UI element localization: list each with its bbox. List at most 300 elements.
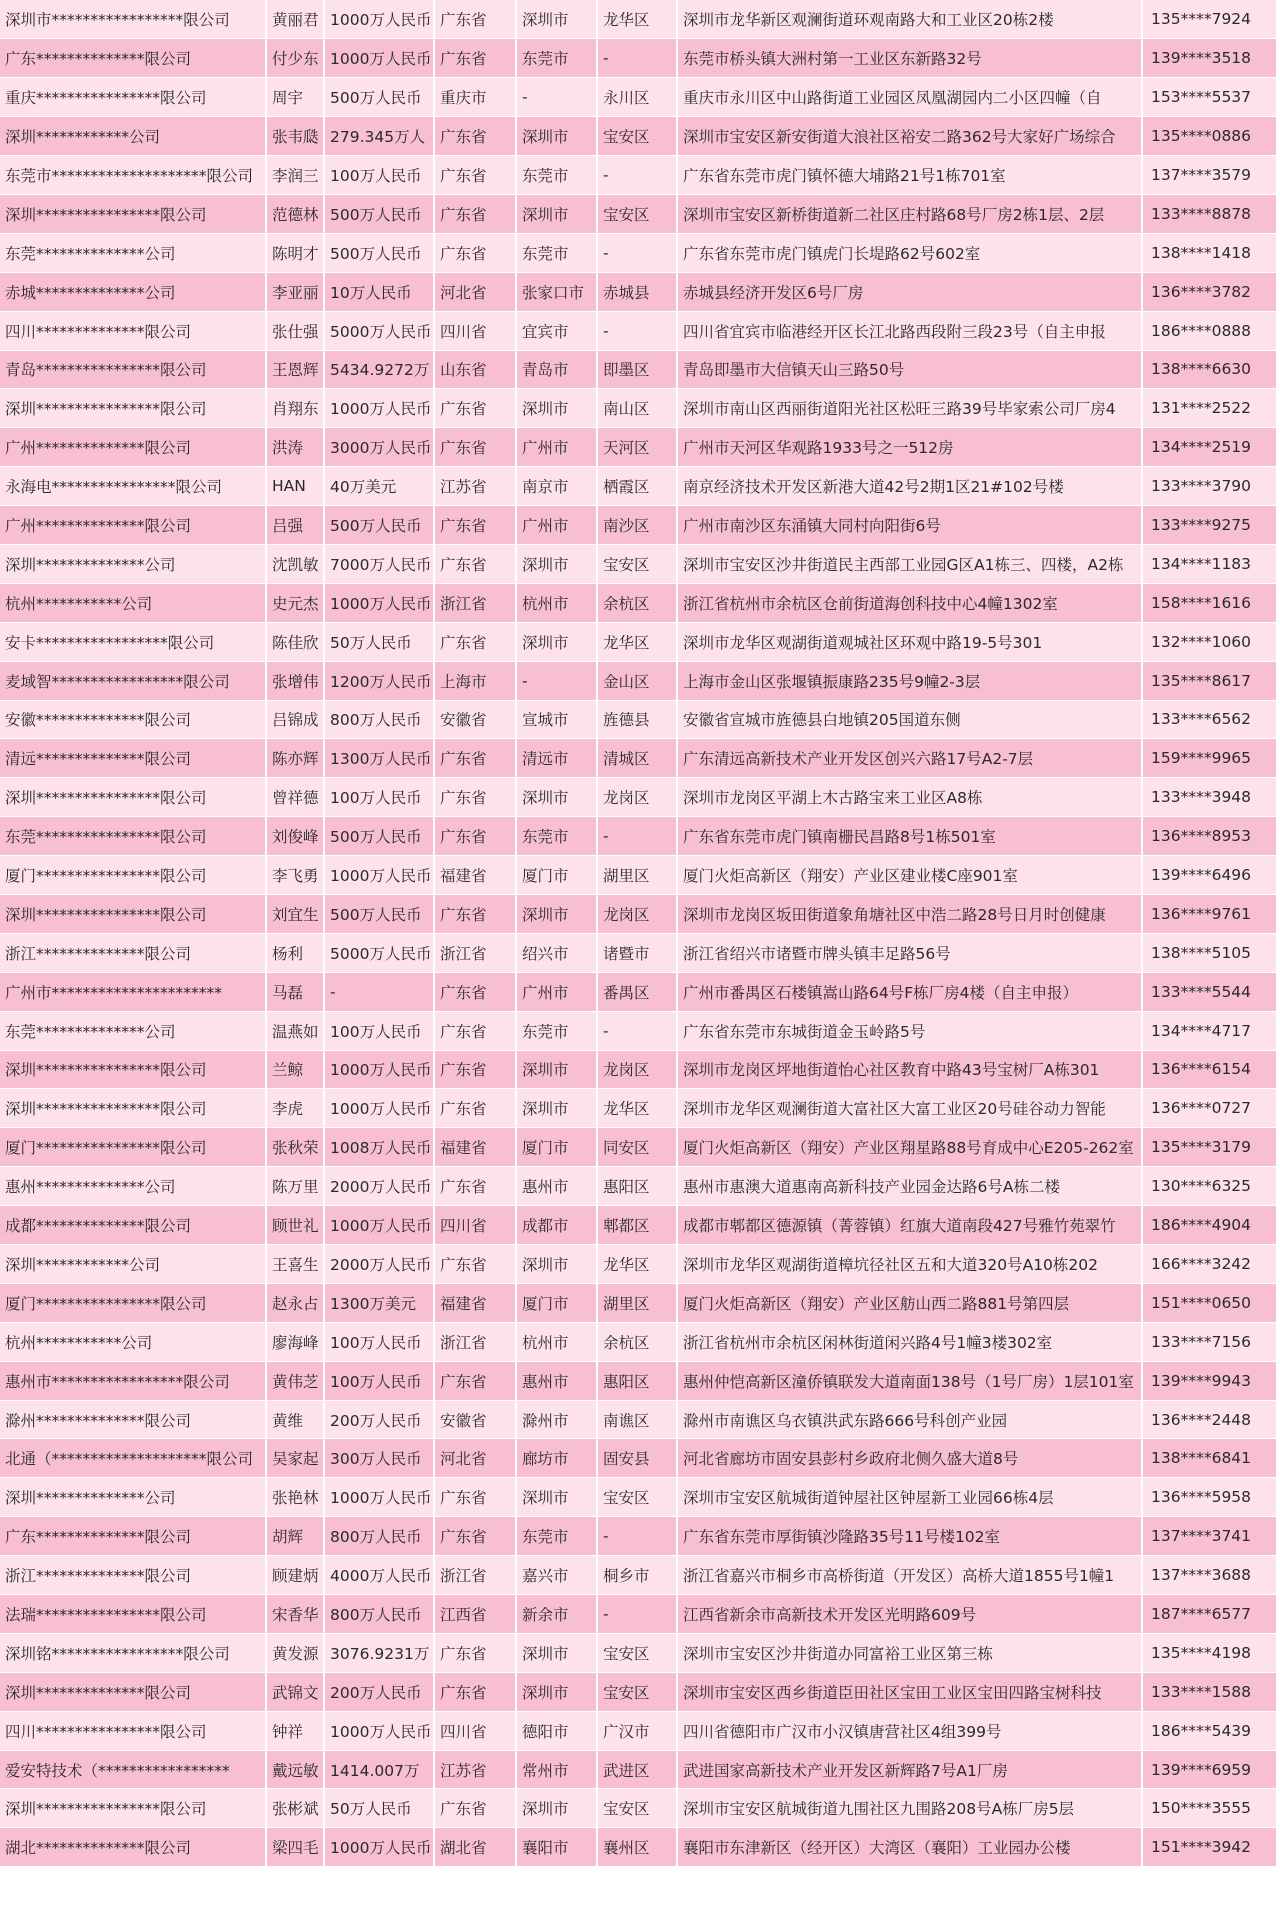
district-cell: 同安区 [597, 1128, 677, 1167]
company-name-cell: 厦门****************限公司 [0, 856, 266, 895]
city-cell: - [516, 661, 597, 700]
company-name-cell: 法瑞****************限公司 [0, 1595, 266, 1634]
table-row [0, 194, 1276, 233]
city-cell: 厦门市 [516, 1283, 597, 1322]
legal-rep-cell: 黄维 [266, 1400, 324, 1439]
city-cell: 成都市 [516, 1206, 597, 1245]
company-name-cell: 浙江**************限公司 [0, 933, 266, 972]
registered-capital-cell: 50万人民币 [324, 1789, 434, 1828]
address-cell: 东莞市桥头镇大洲村第一工业区东新路32号 [677, 39, 1142, 78]
table-row [0, 1595, 1276, 1634]
phone-cell: 133****9275 [1142, 506, 1276, 545]
district-cell: 龙岗区 [597, 1050, 677, 1089]
city-cell: 深圳市 [516, 117, 597, 156]
table-row [0, 894, 1276, 933]
district-cell: - [597, 39, 677, 78]
address-cell: 深圳市宝安区航城街道九围社区九围路208号A栋厂房5层 [677, 1789, 1142, 1828]
table-row [0, 1828, 1276, 1867]
district-cell: 金山区 [597, 661, 677, 700]
registered-capital-cell: 1008万人民币 [324, 1128, 434, 1167]
phone-cell: 151****0650 [1142, 1283, 1276, 1322]
city-cell: 襄阳市 [516, 1828, 597, 1867]
district-cell: 广汉市 [597, 1711, 677, 1750]
table-row [0, 1128, 1276, 1167]
phone-cell: 135****3179 [1142, 1128, 1276, 1167]
registered-capital-cell: - [324, 972, 434, 1011]
city-cell: 深圳市 [516, 1050, 597, 1089]
legal-rep-cell: 戴远敏 [266, 1750, 324, 1789]
province-cell: 福建省 [434, 1128, 516, 1167]
phone-cell: 137****3688 [1142, 1556, 1276, 1595]
table-row [0, 622, 1276, 661]
phone-cell: 136****0727 [1142, 1089, 1276, 1128]
company-name-cell: 杭州***********公司 [0, 583, 266, 622]
province-cell: 江西省 [434, 1595, 516, 1634]
city-cell: 深圳市 [516, 0, 597, 39]
address-cell: 深圳市宝安区西乡街道臣田社区宝田工业区宝田四路宝树科技 [677, 1672, 1142, 1711]
district-cell: 桐乡市 [597, 1556, 677, 1595]
company-name-cell: 安卡*****************限公司 [0, 622, 266, 661]
city-cell: 惠州市 [516, 1361, 597, 1400]
table-row [0, 117, 1276, 156]
city-cell: 绍兴市 [516, 933, 597, 972]
company-name-cell: 深圳**************公司 [0, 544, 266, 583]
registered-capital-cell: 1000万人民币 [324, 1711, 434, 1750]
address-cell: 江西省新余市高新技术开发区光明路609号 [677, 1595, 1142, 1634]
address-cell: 深圳市龙岗区坪地街道怡心社区教育中路43号宝树厂A栋301 [677, 1050, 1142, 1089]
city-cell: 深圳市 [516, 1478, 597, 1517]
address-cell: 成都市郫都区德源镇（菁蓉镇）红旗大道南段427号雅竹苑翠竹 [677, 1206, 1142, 1245]
legal-rep-cell: 宋香华 [266, 1595, 324, 1634]
table-row [0, 428, 1276, 467]
province-cell: 广东省 [434, 544, 516, 583]
district-cell: 龙岗区 [597, 894, 677, 933]
district-cell: - [597, 1517, 677, 1556]
address-cell: 深圳市宝安区航城街道钟屋社区钟屋新工业园66栋4层 [677, 1478, 1142, 1517]
province-cell: 广东省 [434, 1633, 516, 1672]
phone-cell: 186****0888 [1142, 311, 1276, 350]
address-cell: 广东省东莞市虎门镇南栅民昌路8号1栋501室 [677, 817, 1142, 856]
province-cell: 福建省 [434, 856, 516, 895]
phone-cell: 139****9943 [1142, 1361, 1276, 1400]
address-cell: 四川省宜宾市临港经开区长江北路西段附三段23号（自主申报 [677, 311, 1142, 350]
address-cell: 广东省东莞市虎门镇怀德大埔路21号1栋701室 [677, 156, 1142, 195]
company-name-cell: 成都**************限公司 [0, 1206, 266, 1245]
company-name-cell: 深圳****************限公司 [0, 1789, 266, 1828]
company-name-cell: 四川**************限公司 [0, 311, 266, 350]
phone-cell: 137****3579 [1142, 156, 1276, 195]
legal-rep-cell: 武锦文 [266, 1672, 324, 1711]
address-cell: 赤城县经济开发区6号厂房 [677, 272, 1142, 311]
address-cell: 广东省东莞市厚街镇沙隆路35号11号楼102室 [677, 1517, 1142, 1556]
province-cell: 河北省 [434, 1439, 516, 1478]
phone-cell: 186****5439 [1142, 1711, 1276, 1750]
legal-rep-cell: 张彬斌 [266, 1789, 324, 1828]
city-cell: 深圳市 [516, 1245, 597, 1284]
company-name-cell: 北通（********************限公司 [0, 1439, 266, 1478]
city-cell: 东莞市 [516, 233, 597, 272]
company-name-cell: 东莞**************公司 [0, 233, 266, 272]
province-cell: 四川省 [434, 311, 516, 350]
legal-rep-cell: HAN [266, 467, 324, 506]
table-row [0, 1322, 1276, 1361]
registered-capital-cell: 1414.007万 [324, 1750, 434, 1789]
registered-capital-cell: 1000万人民币 [324, 1206, 434, 1245]
address-cell: 浙江省绍兴市诸暨市牌头镇丰足路56号 [677, 933, 1142, 972]
district-cell: - [597, 156, 677, 195]
district-cell: 南山区 [597, 389, 677, 428]
company-name-cell: 重庆****************限公司 [0, 78, 266, 117]
company-name-cell: 深圳************公司 [0, 1245, 266, 1284]
registered-capital-cell: 500万人民币 [324, 233, 434, 272]
city-cell: 东莞市 [516, 1517, 597, 1556]
district-cell: 龙岗区 [597, 778, 677, 817]
legal-rep-cell: 吕强 [266, 506, 324, 545]
province-cell: 广东省 [434, 1672, 516, 1711]
district-cell: - [597, 233, 677, 272]
registered-capital-cell: 100万人民币 [324, 1011, 434, 1050]
phone-cell: 136****5958 [1142, 1478, 1276, 1517]
city-cell: 厦门市 [516, 856, 597, 895]
city-cell: 厦门市 [516, 1128, 597, 1167]
table-row [0, 233, 1276, 272]
registered-capital-cell: 279.345万人 [324, 117, 434, 156]
legal-rep-cell: 杨利 [266, 933, 324, 972]
city-cell: 广州市 [516, 972, 597, 1011]
table-row [0, 1400, 1276, 1439]
city-cell: 广州市 [516, 428, 597, 467]
registered-capital-cell: 3000万人民币 [324, 428, 434, 467]
address-cell: 深圳市宝安区新桥街道新二社区庄村路68号厂房2栋1层、2层 [677, 194, 1142, 233]
province-cell: 浙江省 [434, 1556, 516, 1595]
province-cell: 浙江省 [434, 933, 516, 972]
company-name-cell: 惠州**************公司 [0, 1167, 266, 1206]
province-cell: 广东省 [434, 1789, 516, 1828]
district-cell: 永川区 [597, 78, 677, 117]
phone-cell: 133****5544 [1142, 972, 1276, 1011]
phone-cell: 138****6630 [1142, 350, 1276, 389]
province-cell: 广东省 [434, 1245, 516, 1284]
table-row [0, 350, 1276, 389]
registered-capital-cell: 100万人民币 [324, 1361, 434, 1400]
district-cell: 郫都区 [597, 1206, 677, 1245]
address-cell: 深圳市宝安区新安街道大浪社区裕安二路362号大家好广场综合 [677, 117, 1142, 156]
legal-rep-cell: 陈明才 [266, 233, 324, 272]
city-cell: - [516, 78, 597, 117]
phone-cell: 138****6841 [1142, 1439, 1276, 1478]
table-row [0, 506, 1276, 545]
company-name-cell: 永海电****************限公司 [0, 467, 266, 506]
company-name-cell: 深圳**************限公司 [0, 1672, 266, 1711]
registered-capital-cell: 5000万人民币 [324, 311, 434, 350]
legal-rep-cell: 沈凯敏 [266, 544, 324, 583]
table-row [0, 1556, 1276, 1595]
district-cell: 宝安区 [597, 117, 677, 156]
registered-capital-cell: 2000万人民币 [324, 1245, 434, 1284]
phone-cell: 150****3555 [1142, 1789, 1276, 1828]
company-name-cell: 浙江**************限公司 [0, 1556, 266, 1595]
legal-rep-cell: 张秋荣 [266, 1128, 324, 1167]
registered-capital-cell: 1000万人民币 [324, 1050, 434, 1089]
company-name-cell: 广州**************限公司 [0, 428, 266, 467]
table-row [0, 739, 1276, 778]
company-name-cell: 深圳****************限公司 [0, 389, 266, 428]
phone-cell: 133****1588 [1142, 1672, 1276, 1711]
address-cell: 广州市天河区华观路1933号之一512房 [677, 428, 1142, 467]
registered-capital-cell: 1000万人民币 [324, 1478, 434, 1517]
legal-rep-cell: 王恩辉 [266, 350, 324, 389]
table-row [0, 661, 1276, 700]
table-row [0, 389, 1276, 428]
province-cell: 浙江省 [434, 1322, 516, 1361]
district-cell: 诸暨市 [597, 933, 677, 972]
address-cell: 河北省廊坊市固安县彭村乡政府北侧久盛大道8号 [677, 1439, 1142, 1478]
company-name-cell: 深圳****************限公司 [0, 778, 266, 817]
address-cell: 上海市金山区张堰镇振康路235号9幢2-3层 [677, 661, 1142, 700]
registered-capital-cell: 50万人民币 [324, 622, 434, 661]
phone-cell: 135****0886 [1142, 117, 1276, 156]
address-cell: 广东省东莞市虎门镇虎门长堤路62号602室 [677, 233, 1142, 272]
district-cell: 惠阳区 [597, 1361, 677, 1400]
address-cell: 厦门火炬高新区（翔安）产业区建业楼C座901室 [677, 856, 1142, 895]
district-cell: 湖里区 [597, 1283, 677, 1322]
city-cell: 深圳市 [516, 894, 597, 933]
address-cell: 武进国家高新技术产业开发区新辉路7号A1厂房 [677, 1750, 1142, 1789]
registered-capital-cell: 800万人民币 [324, 1595, 434, 1634]
registered-capital-cell: 7000万人民币 [324, 544, 434, 583]
city-cell: 深圳市 [516, 194, 597, 233]
district-cell: 天河区 [597, 428, 677, 467]
city-cell: 张家口市 [516, 272, 597, 311]
company-name-cell: 厦门****************限公司 [0, 1283, 266, 1322]
phone-cell: 133****3790 [1142, 467, 1276, 506]
address-cell: 广东省东莞市东城街道金玉岭路5号 [677, 1011, 1142, 1050]
legal-rep-cell: 梁四毛 [266, 1828, 324, 1867]
district-cell: 即墨区 [597, 350, 677, 389]
table-row [0, 311, 1276, 350]
province-cell: 广东省 [434, 506, 516, 545]
registered-capital-cell: 1000万人民币 [324, 39, 434, 78]
phone-cell: 138****5105 [1142, 933, 1276, 972]
province-cell: 广东省 [434, 739, 516, 778]
table-row [0, 1011, 1276, 1050]
city-cell: 深圳市 [516, 544, 597, 583]
city-cell: 惠州市 [516, 1167, 597, 1206]
registered-capital-cell: 200万人民币 [324, 1672, 434, 1711]
province-cell: 广东省 [434, 972, 516, 1011]
phone-cell: 151****3942 [1142, 1828, 1276, 1867]
legal-rep-cell: 洪涛 [266, 428, 324, 467]
province-cell: 湖北省 [434, 1828, 516, 1867]
table-row [0, 778, 1276, 817]
city-cell: 深圳市 [516, 1633, 597, 1672]
legal-rep-cell: 王喜生 [266, 1245, 324, 1284]
phone-cell: 136****6154 [1142, 1050, 1276, 1089]
province-cell: 广东省 [434, 1361, 516, 1400]
company-name-cell: 麦域智*****************限公司 [0, 661, 266, 700]
province-cell: 广东省 [434, 817, 516, 856]
table-row [0, 78, 1276, 117]
district-cell: - [597, 311, 677, 350]
phone-cell: 186****4904 [1142, 1206, 1276, 1245]
city-cell: 南京市 [516, 467, 597, 506]
province-cell: 江苏省 [434, 1750, 516, 1789]
registered-capital-cell: 800万人民币 [324, 1517, 434, 1556]
address-cell: 广州市南沙区东涌镇大同村向阳街6号 [677, 506, 1142, 545]
company-name-cell: 广东**************限公司 [0, 1517, 266, 1556]
phone-cell: 133****3948 [1142, 778, 1276, 817]
company-name-cell: 深圳铭*****************限公司 [0, 1633, 266, 1672]
table-row [0, 1050, 1276, 1089]
registered-capital-cell: 4000万人民币 [324, 1556, 434, 1595]
table-row [0, 1789, 1276, 1828]
city-cell: 常州市 [516, 1750, 597, 1789]
phone-cell: 136****3782 [1142, 272, 1276, 311]
table-row [0, 1711, 1276, 1750]
registered-capital-cell: 2000万人民币 [324, 1167, 434, 1206]
legal-rep-cell: 黄伟芝 [266, 1361, 324, 1400]
table-row [0, 467, 1276, 506]
phone-cell: 139****6959 [1142, 1750, 1276, 1789]
phone-cell: 139****3518 [1142, 39, 1276, 78]
company-name-cell: 东莞**************公司 [0, 1011, 266, 1050]
legal-rep-cell: 钟祥 [266, 1711, 324, 1750]
phone-cell: 130****6325 [1142, 1167, 1276, 1206]
province-cell: 广东省 [434, 39, 516, 78]
legal-rep-cell: 黄发源 [266, 1633, 324, 1672]
address-cell: 深圳市龙岗区平湖上木古路宝来工业区A8栋 [677, 778, 1142, 817]
city-cell: 深圳市 [516, 389, 597, 428]
address-cell: 厦门火炬高新区（翔安）产业区舫山西二路881号第四层 [677, 1283, 1142, 1322]
legal-rep-cell: 胡辉 [266, 1517, 324, 1556]
address-cell: 广州市番禺区石楼镇嵩山路64号F栋厂房4楼（自主申报） [677, 972, 1142, 1011]
registered-capital-cell: 1000万人民币 [324, 1828, 434, 1867]
table-row [0, 972, 1276, 1011]
company-name-cell: 滁州**************限公司 [0, 1400, 266, 1439]
city-cell: 杭州市 [516, 583, 597, 622]
phone-cell: 135****8617 [1142, 661, 1276, 700]
address-cell: 青岛即墨市大信镇天山三路50号 [677, 350, 1142, 389]
registered-capital-cell: 500万人民币 [324, 194, 434, 233]
table-row [0, 583, 1276, 622]
registered-capital-cell: 500万人民币 [324, 894, 434, 933]
registered-capital-cell: 1000万人民币 [324, 389, 434, 428]
table-row [0, 272, 1276, 311]
phone-cell: 136****2448 [1142, 1400, 1276, 1439]
legal-rep-cell: 李润三 [266, 156, 324, 195]
phone-cell: 187****6577 [1142, 1595, 1276, 1634]
district-cell: 宝安区 [597, 544, 677, 583]
company-name-cell: 深圳****************限公司 [0, 1050, 266, 1089]
address-cell: 南京经济技术开发区新港大道42号2期1区21#102号楼 [677, 467, 1142, 506]
district-cell: 宝安区 [597, 1478, 677, 1517]
city-cell: 深圳市 [516, 778, 597, 817]
province-cell: 江苏省 [434, 467, 516, 506]
legal-rep-cell: 李飞勇 [266, 856, 324, 895]
phone-cell: 138****1418 [1142, 233, 1276, 272]
province-cell: 安徽省 [434, 1400, 516, 1439]
province-cell: 浙江省 [434, 583, 516, 622]
district-cell: 赤城县 [597, 272, 677, 311]
district-cell: 清城区 [597, 739, 677, 778]
province-cell: 上海市 [434, 661, 516, 700]
company-name-cell: 安徽**************限公司 [0, 700, 266, 739]
company-name-cell: 清远**************限公司 [0, 739, 266, 778]
address-cell: 滁州市南谯区乌衣镇洪武东路666号科创产业园 [677, 1400, 1142, 1439]
legal-rep-cell: 兰鲸 [266, 1050, 324, 1089]
registered-capital-cell: 500万人民币 [324, 78, 434, 117]
table-row [0, 700, 1276, 739]
province-cell: 广东省 [434, 1478, 516, 1517]
registered-capital-cell: 3076.9231万 [324, 1633, 434, 1672]
registered-capital-cell: 1000万人民币 [324, 1089, 434, 1128]
phone-cell: 133****7156 [1142, 1322, 1276, 1361]
registered-capital-cell: 800万人民币 [324, 700, 434, 739]
province-cell: 广东省 [434, 194, 516, 233]
district-cell: 番禺区 [597, 972, 677, 1011]
table-row [0, 39, 1276, 78]
city-cell: 滁州市 [516, 1400, 597, 1439]
phone-cell: 134****2519 [1142, 428, 1276, 467]
district-cell: - [597, 817, 677, 856]
district-cell: 湖里区 [597, 856, 677, 895]
district-cell: 襄州区 [597, 1828, 677, 1867]
phone-cell: 135****7924 [1142, 0, 1276, 39]
city-cell: 深圳市 [516, 622, 597, 661]
district-cell: 宝安区 [597, 1633, 677, 1672]
legal-rep-cell: 史元杰 [266, 583, 324, 622]
company-name-cell: 广东**************限公司 [0, 39, 266, 78]
legal-rep-cell: 张仕强 [266, 311, 324, 350]
legal-rep-cell: 陈亦辉 [266, 739, 324, 778]
legal-rep-cell: 付少东 [266, 39, 324, 78]
company-name-cell: 爱安特技术（***************** [0, 1750, 266, 1789]
city-cell: 清远市 [516, 739, 597, 778]
table-row [0, 156, 1276, 195]
legal-rep-cell: 李虎 [266, 1089, 324, 1128]
legal-rep-cell: 范德林 [266, 194, 324, 233]
city-cell: 新余市 [516, 1595, 597, 1634]
registered-capital-cell: 1300万美元 [324, 1283, 434, 1322]
province-cell: 广东省 [434, 156, 516, 195]
registered-capital-cell: 10万人民币 [324, 272, 434, 311]
province-cell: 四川省 [434, 1711, 516, 1750]
phone-cell: 134****1183 [1142, 544, 1276, 583]
legal-rep-cell: 刘宜生 [266, 894, 324, 933]
address-cell: 浙江省嘉兴市桐乡市高桥街道（开发区）高桥大道1855号1幢1 [677, 1556, 1142, 1595]
phone-cell: 158****1616 [1142, 583, 1276, 622]
table-row [0, 1283, 1276, 1322]
phone-cell: 133****8878 [1142, 194, 1276, 233]
phone-cell: 131****2522 [1142, 389, 1276, 428]
address-cell: 深圳市宝安区沙井街道办同富裕工业区第三栋 [677, 1633, 1142, 1672]
table-row [0, 933, 1276, 972]
legal-rep-cell: 张韦瓞 [266, 117, 324, 156]
district-cell: 余杭区 [597, 583, 677, 622]
city-cell: 宣城市 [516, 700, 597, 739]
district-cell: 旌德县 [597, 700, 677, 739]
city-cell: 东莞市 [516, 156, 597, 195]
province-cell: 广东省 [434, 894, 516, 933]
company-name-cell: 湖北**************限公司 [0, 1828, 266, 1867]
address-cell: 深圳市宝安区沙井街道民主西部工业园G区A1栋三、四楼，A2栋 [677, 544, 1142, 583]
company-name-cell: 青岛****************限公司 [0, 350, 266, 389]
district-cell: 武进区 [597, 1750, 677, 1789]
district-cell: 固安县 [597, 1439, 677, 1478]
registered-capital-cell: 5434.9272万 [324, 350, 434, 389]
table-row [0, 0, 1276, 39]
address-cell: 安徽省宣城市旌德县白地镇205国道东侧 [677, 700, 1142, 739]
